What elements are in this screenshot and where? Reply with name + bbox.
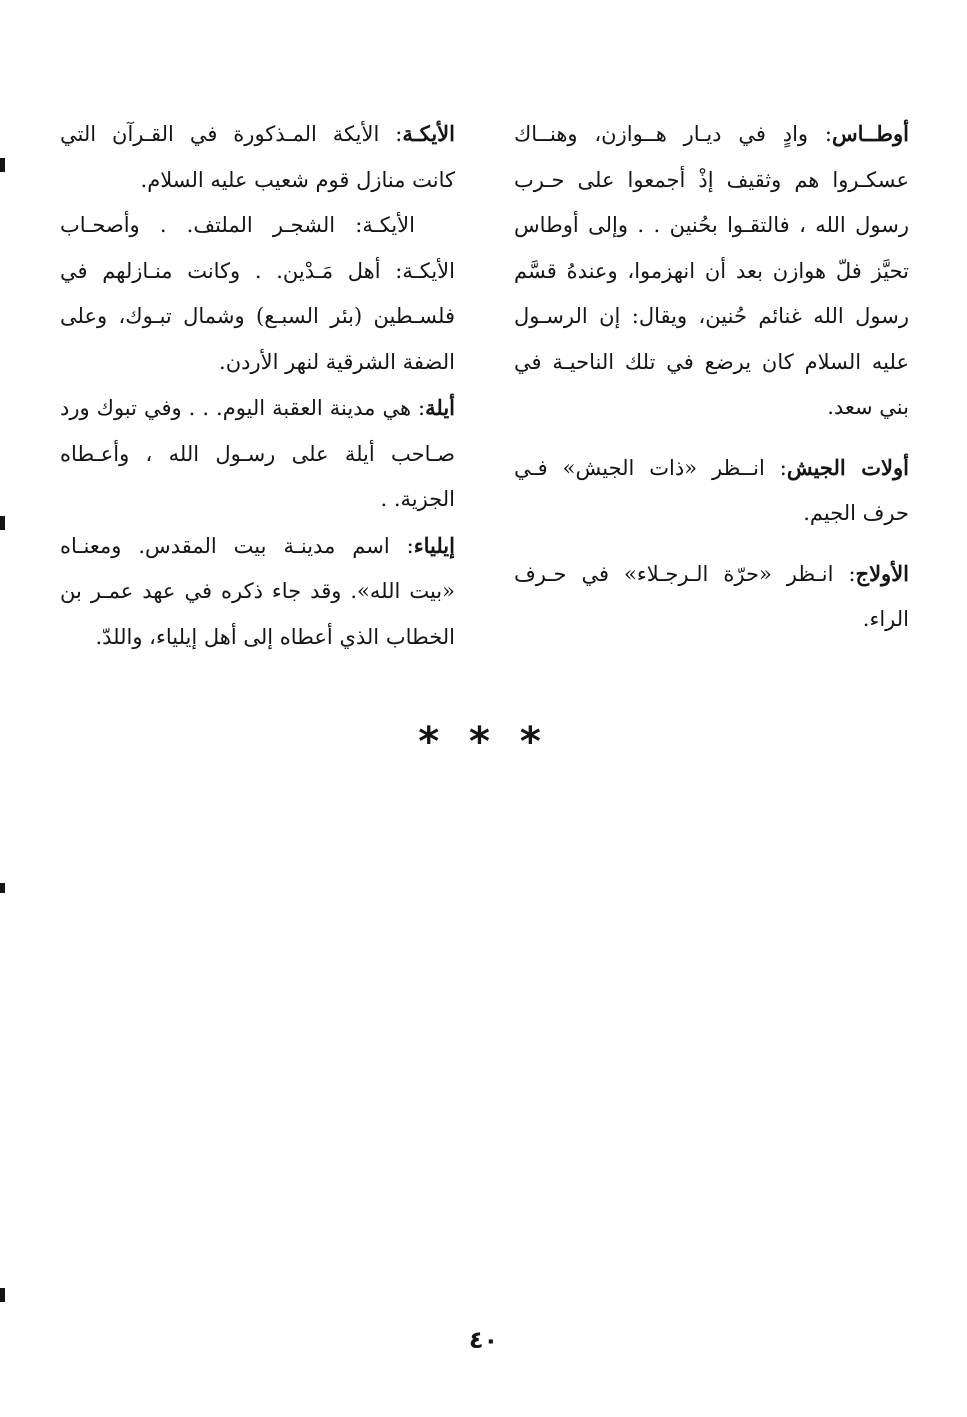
entry-text: : وادٍ في ديـار هــوازن، وهنــاك عسكـروا هم وثقيف إذْ أجمعوا على حـرب رسول الله ، فالتقـوا بحُنين . . وإلى أوطاس تحيَّز فلّ هوازن بعد أن انهزموا، وعندهُ قسَّم رسول الله غنائم حُنين، ويقال: إن الرسـول عليه السلام كان يرضع في تلك الناحيـة في بني سعد. — [514, 122, 909, 419]
entry-text: : اسم مدينـة بيت المقدس. ومعنـاه «بيت الله». وقد جاء ذكره في عهد عمـر بن الخطاب الذي أعطاه إلى أهل إيلياء، واللدّ. — [60, 533, 455, 649]
section-separator: * * * — [418, 719, 549, 765]
scan-edge-mark — [0, 883, 5, 893]
entry-term: أولات الجيش — [786, 454, 909, 480]
left-column — [60, 111, 455, 660]
entry-al-awlaj — [514, 551, 909, 643]
entry-term: الأولاج — [855, 560, 909, 586]
entry-text: : انـظر «حرّة الـرجـلاء» في حـرف الراء. — [514, 561, 909, 631]
entry-term: إيلياء — [413, 532, 455, 558]
scan-edge-mark — [0, 158, 5, 172]
entry-text: الأيكـة: الشجـر الملتف. . وأصحـاب الأيكـة: أهل مَـدْين. . وكانت منـازلهم في فلسـطين (بئر السبـع) وشمال تبـوك، وعلى الضفة الشرقية لنهر الأردن. — [60, 213, 455, 374]
right-column — [514, 111, 909, 643]
entry-al-aykah-definition — [60, 203, 455, 385]
page-number: ٤٠ — [468, 1326, 499, 1354]
entry-text: : هي مدينة العقبة اليوم. . . وفي تبوك ورد صـاحب أيلة على رسـول الله ، وأعـطاه الجزية. . — [60, 396, 455, 511]
entry-text: : الأيكة المـذكورة في القـرآن التي كانت منازل قوم شعيب عليه السلام. — [60, 122, 455, 192]
entry-term: أيلة — [425, 395, 455, 420]
entry-term: الأيكـة — [402, 121, 455, 146]
scan-edge-mark — [0, 516, 5, 530]
entry-aylah — [60, 385, 455, 523]
entry-awtas — [514, 111, 909, 431]
entry-iliya — [60, 523, 455, 661]
entry-al-aykah — [60, 111, 455, 203]
scan-edge-mark — [0, 1288, 5, 1302]
entry-term: أوطــاس — [831, 121, 909, 146]
entry-ulat-al-jaysh — [514, 445, 909, 537]
entry-text: : انــظر «ذات الجيش» فـي حرف الجيم. — [514, 455, 909, 525]
